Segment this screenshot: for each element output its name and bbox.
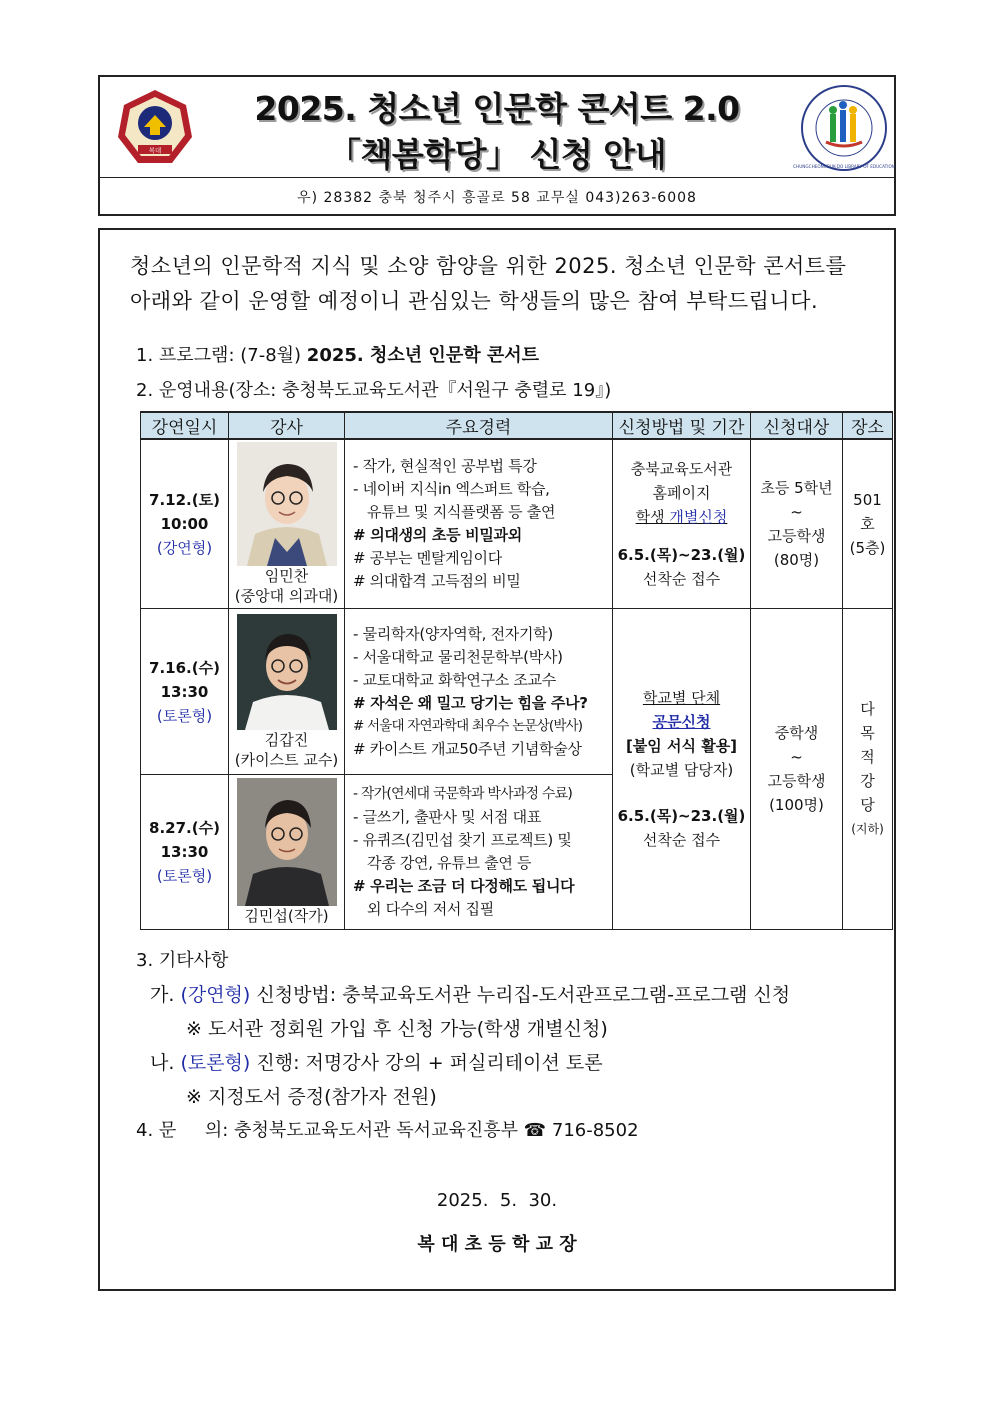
address-line: 우) 28382 충북 청주시 흥골로 58 교무실 043)263-6008	[297, 190, 697, 206]
document-header	[98, 75, 896, 216]
section-3-a: 가. (강연형) 신청방법: 충북교육도서관 누리집-도서관프로그램-프로그램 신청	[150, 984, 791, 1006]
group-target-cell: 중학생 ~ 고등학생 (100명)	[751, 609, 843, 930]
header-career: 주요경력	[345, 412, 613, 439]
section-3-b-note: ※ 지정도서 증정(참가자 전원)	[186, 1086, 437, 1108]
row1-career-cell: - 작가, 현실적인 공부법 특강 - 네이버 지식in 엑스퍼트 학습, 유튜브 및 지식플랫폼 등 출연 # 의대생의 초등 비밀과외 # 공부는 멘탈게임이다 # 의대합격 고득점의 비밀	[345, 439, 613, 609]
section-4-contact: 4. 문 의: 충청북도교육도서관 독서교육진흥부 ☎ 716-8502	[136, 1120, 639, 1141]
header-method: 신청방법 및 기간	[613, 412, 751, 439]
svg-text:CHUNGCHEONGBUK-DO LIBRARY OF E: CHUNGCHEONGBUK-DO LIBRARY OF EDUCATION	[793, 164, 895, 169]
main-content	[98, 228, 896, 1291]
speaker-affil-2: (카이스트 교수)	[234, 750, 339, 769]
speaker-name-1: 임민찬	[264, 567, 309, 585]
speaker-photo-3	[237, 778, 337, 906]
speaker-name-3: 김민섭(작가)	[244, 907, 329, 925]
signature: 복 대 초 등 학 교 장	[417, 1234, 577, 1255]
title-line-1: 2025. 청소년 인문학 콘서트 2.0	[254, 89, 740, 128]
speaker-photo-2	[237, 614, 337, 730]
header-date: 강연일시	[141, 412, 229, 439]
individual-apply-label: 학생 개별신청	[635, 508, 728, 526]
section-3-b: 나. (토론형) 진행: 저명강사 강의 + 퍼실리테이션 토론	[150, 1052, 603, 1074]
row1-date-cell: 7.12.(토) 10:00 (강연형)	[141, 439, 229, 609]
schedule-table	[140, 411, 893, 930]
speaker-photo-1	[237, 442, 337, 566]
row2-speaker-cell	[229, 609, 345, 775]
row1-method-cell: 충북교육도서관 홈페이지 학생 개별신청 6.5.(목)~23.(월) 선착순 접수	[613, 439, 751, 609]
row1-speaker-cell	[229, 439, 345, 609]
section-3-a-note: ※ 도서관 정회원 가입 후 신청 가능(학생 개별신청)	[186, 1018, 608, 1040]
section-3-title: 3. 기타사항	[136, 950, 229, 971]
intro-line-1: 청소년의 인문학적 지식 및 소양 함양을 위한 2025. 청소년 인문학 콘서트를	[130, 254, 847, 278]
row2-career-cell: - 물리학자(양자역학, 전자기학) - 서울대학교 물리천문학부(박사) - 교토대학교 화학연구소 조교수 # 자석은 왜 밀고 당기는 힘을 주나? # 서울대 자연과학대 최우수 논문상(박사) # 카이스트 개교50주년 기념학술상	[345, 609, 613, 775]
section-2: 2. 운영내용(장소: 충청북도교육도서관『서원구 충렬로 19』)	[136, 380, 612, 401]
header-place: 장소	[843, 412, 893, 439]
title-line-2: 「책봄학당」 신청 안내	[327, 135, 666, 174]
group-place-cell: 다 목 적 강 당 (지하)	[843, 609, 893, 930]
row1-target-cell: 초등 5학년 ~ 고등학생 (80명)	[751, 439, 843, 609]
row2-date-cell: 7.16.(수) 13:30 (토론형)	[141, 609, 229, 775]
svg-text:복대: 복대	[148, 146, 162, 155]
speaker-affil-1: (중앙대 의과대)	[234, 587, 339, 605]
row1-place-cell: 501 호 (5층)	[843, 439, 893, 609]
speaker-name-2: 김갑진	[264, 730, 309, 749]
row3-date-cell: 8.27.(수) 13:30 (토론형)	[141, 775, 229, 930]
row3-speaker-cell	[229, 775, 345, 930]
group-method-cell: 학교별 단체 공문신청 [붙임 서식 활용] (학교별 담당자) 6.5.(목)~23.(월) 선착순 접수	[613, 609, 751, 930]
intro-line-2: 아래와 같이 운영할 예정이니 관심있는 학생들의 많은 참여 부탁드립니다.	[130, 289, 819, 313]
header-speaker: 강사	[229, 412, 345, 439]
document-date: 2025. 5. 30.	[436, 1190, 558, 1211]
library-emblem-icon	[793, 84, 895, 172]
table-row	[141, 439, 893, 609]
row3-career-cell: - 작가(연세대 국문학과 박사과정 수료) - 글쓰기, 출판사 및 서점 대표 - 유퀴즈(김민섭 찾기 프로젝트) 및 각종 강연, 유튜브 출연 등 # 우리는 조금 더 다정해도 됩니다 외 다수의 저서 집필	[345, 775, 613, 930]
header-target: 신청대상	[751, 412, 843, 439]
section-1: 1. 프로그램: (7-8월) 2025. 청소년 인문학 콘서트	[136, 345, 540, 366]
phone-icon: ☎	[523, 1120, 547, 1141]
table-row	[141, 609, 893, 775]
